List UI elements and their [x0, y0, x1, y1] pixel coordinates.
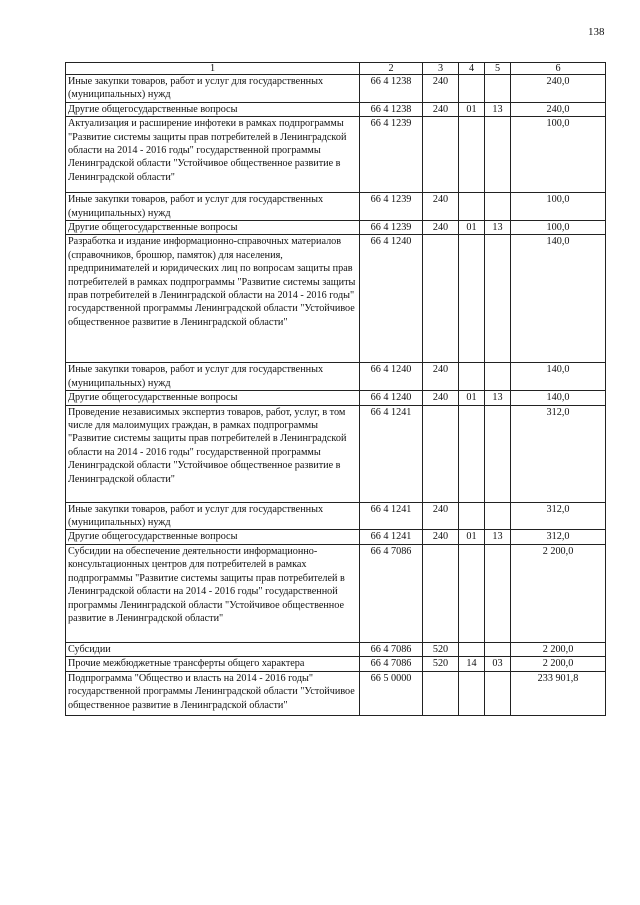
row-sum-cell: 312,0	[511, 405, 606, 502]
table-row	[66, 102, 606, 116]
row-pr-cell: 13	[485, 530, 511, 544]
page-number: 138	[588, 26, 605, 38]
row-code-cell: 66 4 1241	[360, 405, 423, 502]
row-name-cell: Субсидии	[66, 642, 360, 656]
row-sum-cell: 140,0	[511, 363, 606, 391]
row-code-cell: 66 4 1241	[360, 502, 423, 530]
table-row	[66, 502, 606, 530]
row-vr-cell: 520	[423, 657, 459, 671]
row-rz-cell	[459, 502, 485, 530]
row-name-cell: Другие общегосударственные вопросы	[66, 102, 360, 116]
table-row	[66, 657, 606, 671]
row-vr-cell	[423, 117, 459, 193]
row-sum-cell: 240,0	[511, 75, 606, 103]
row-code-cell: 66 4 1240	[360, 363, 423, 391]
row-pr-cell	[485, 363, 511, 391]
row-code-cell: 66 5 0000	[360, 671, 423, 715]
row-rz-cell	[459, 405, 485, 502]
table-row	[66, 671, 606, 715]
row-vr-cell: 240	[423, 391, 459, 405]
row-pr-cell: 13	[485, 391, 511, 405]
row-rz-cell: 01	[459, 391, 485, 405]
row-vr-cell: 520	[423, 642, 459, 656]
table-row	[66, 405, 606, 502]
row-sum-cell: 100,0	[511, 117, 606, 193]
row-pr-cell: 13	[485, 102, 511, 116]
row-rz-cell: 01	[459, 221, 485, 235]
row-sum-cell: 100,0	[511, 193, 606, 221]
row-pr-cell	[485, 544, 511, 642]
row-code-cell: 66 4 1239	[360, 117, 423, 193]
table-header-row	[66, 63, 606, 75]
row-rz-cell: 01	[459, 530, 485, 544]
budget-table	[65, 62, 606, 716]
row-name-cell: Другие общегосударственные вопросы	[66, 530, 360, 544]
table-row	[66, 363, 606, 391]
row-sum-cell: 312,0	[511, 530, 606, 544]
row-vr-cell: 240	[423, 221, 459, 235]
row-sum-cell: 312,0	[511, 502, 606, 530]
row-pr-cell	[485, 671, 511, 715]
row-vr-cell	[423, 671, 459, 715]
row-vr-cell: 240	[423, 530, 459, 544]
header-cell-name: 1	[66, 63, 360, 75]
row-vr-cell	[423, 235, 459, 363]
row-sum-cell: 2 200,0	[511, 544, 606, 642]
row-pr-cell	[485, 117, 511, 193]
row-sum-cell: 2 200,0	[511, 642, 606, 656]
table-row	[66, 117, 606, 193]
table-row	[66, 530, 606, 544]
row-name-cell: Разработка и издание информационно-справочных материалов (справочников, брошюр, памяток) для населения, предпринимателей и юридических лиц по вопросам защиты прав потребителей в рамках подпрограммы "Развитие системы защиты прав потребителей в Ленинградской области на 2014 - 2016 годы" государственной программы Ленинградской области "Устойчивое общественное развитие в Ленинградской области"	[66, 235, 360, 363]
row-rz-cell	[459, 193, 485, 221]
row-rz-cell	[459, 544, 485, 642]
row-vr-cell	[423, 405, 459, 502]
row-pr-cell	[485, 502, 511, 530]
row-name-cell: Другие общегосударственные вопросы	[66, 391, 360, 405]
row-rz-cell	[459, 117, 485, 193]
row-pr-cell	[485, 235, 511, 363]
table-row	[66, 544, 606, 642]
row-name-cell: Актуализация и расширение инфотеки в рамках подпрограммы "Развитие системы защиты прав потребителей в Ленинградской области на 2014 - 2016 годы" государственной программы Ленинградской области "Устойчивое общественное развитие в Ленинградской области"	[66, 117, 360, 193]
table-row	[66, 235, 606, 363]
row-code-cell: 66 4 7086	[360, 642, 423, 656]
row-rz-cell	[459, 363, 485, 391]
row-name-cell: Субсидии на обеспечение деятельности информационно-консультационных центров для потребителей в рамках подпрограммы "Развитие системы защиты прав потребителей в Ленинградской области на 2014 - 2016 годы" государственной программы Ленинградской области "Устойчивое общественное развитие в Ленинградской области"	[66, 544, 360, 642]
row-name-cell: Проведение независимых экспертиз товаров, работ, услуг, в том числе для малоимущих граждан, в рамках подпрограммы "Развитие системы защиты прав потребителей в Ленинградской области на 2014 - 2016 годы" государственной программы Ленинградской области "Устойчивое общественное развитие в Ленинградской области"	[66, 405, 360, 502]
row-sum-cell: 240,0	[511, 102, 606, 116]
row-name-cell: Подпрограмма "Общество и власть на 2014 - 2016 годы" государственной программы Ленинградской области "Устойчивое общественное развитие в Ленинградской области"	[66, 671, 360, 715]
header-cell-sum: 6	[511, 63, 606, 75]
row-sum-cell: 140,0	[511, 235, 606, 363]
header-cell-code: 2	[360, 63, 423, 75]
row-code-cell: 66 4 1240	[360, 391, 423, 405]
row-rz-cell	[459, 75, 485, 103]
row-code-cell: 66 4 1239	[360, 193, 423, 221]
row-pr-cell	[485, 642, 511, 656]
row-rz-cell	[459, 671, 485, 715]
row-pr-cell	[485, 75, 511, 103]
row-code-cell: 66 4 1240	[360, 235, 423, 363]
row-code-cell: 66 4 1239	[360, 221, 423, 235]
row-vr-cell	[423, 544, 459, 642]
row-rz-cell	[459, 235, 485, 363]
row-code-cell: 66 4 7086	[360, 544, 423, 642]
row-name-cell: Другие общегосударственные вопросы	[66, 221, 360, 235]
header-cell-pr: 5	[485, 63, 511, 75]
row-name-cell: Иные закупки товаров, работ и услуг для государственных (муниципальных) нужд	[66, 502, 360, 530]
table-row	[66, 642, 606, 656]
row-code-cell: 66 4 1238	[360, 75, 423, 103]
row-code-cell: 66 4 1241	[360, 530, 423, 544]
row-rz-cell: 14	[459, 657, 485, 671]
row-pr-cell	[485, 193, 511, 221]
row-name-cell: Иные закупки товаров, работ и услуг для государственных (муниципальных) нужд	[66, 75, 360, 103]
row-vr-cell: 240	[423, 363, 459, 391]
row-rz-cell: 01	[459, 102, 485, 116]
row-vr-cell: 240	[423, 75, 459, 103]
row-sum-cell: 100,0	[511, 221, 606, 235]
row-pr-cell	[485, 405, 511, 502]
row-vr-cell: 240	[423, 502, 459, 530]
header-cell-vr: 3	[423, 63, 459, 75]
row-pr-cell: 13	[485, 221, 511, 235]
table-row	[66, 75, 606, 103]
table-row	[66, 391, 606, 405]
row-sum-cell: 140,0	[511, 391, 606, 405]
row-vr-cell: 240	[423, 193, 459, 221]
row-code-cell: 66 4 1238	[360, 102, 423, 116]
table-row	[66, 221, 606, 235]
row-rz-cell	[459, 642, 485, 656]
table-row	[66, 193, 606, 221]
row-sum-cell: 233 901,8	[511, 671, 606, 715]
row-name-cell: Иные закупки товаров, работ и услуг для государственных (муниципальных) нужд	[66, 363, 360, 391]
row-name-cell: Иные закупки товаров, работ и услуг для государственных (муниципальных) нужд	[66, 193, 360, 221]
row-pr-cell: 03	[485, 657, 511, 671]
row-vr-cell: 240	[423, 102, 459, 116]
row-sum-cell: 2 200,0	[511, 657, 606, 671]
row-code-cell: 66 4 7086	[360, 657, 423, 671]
header-cell-rz: 4	[459, 63, 485, 75]
row-name-cell: Прочие межбюджетные трансферты общего характера	[66, 657, 360, 671]
